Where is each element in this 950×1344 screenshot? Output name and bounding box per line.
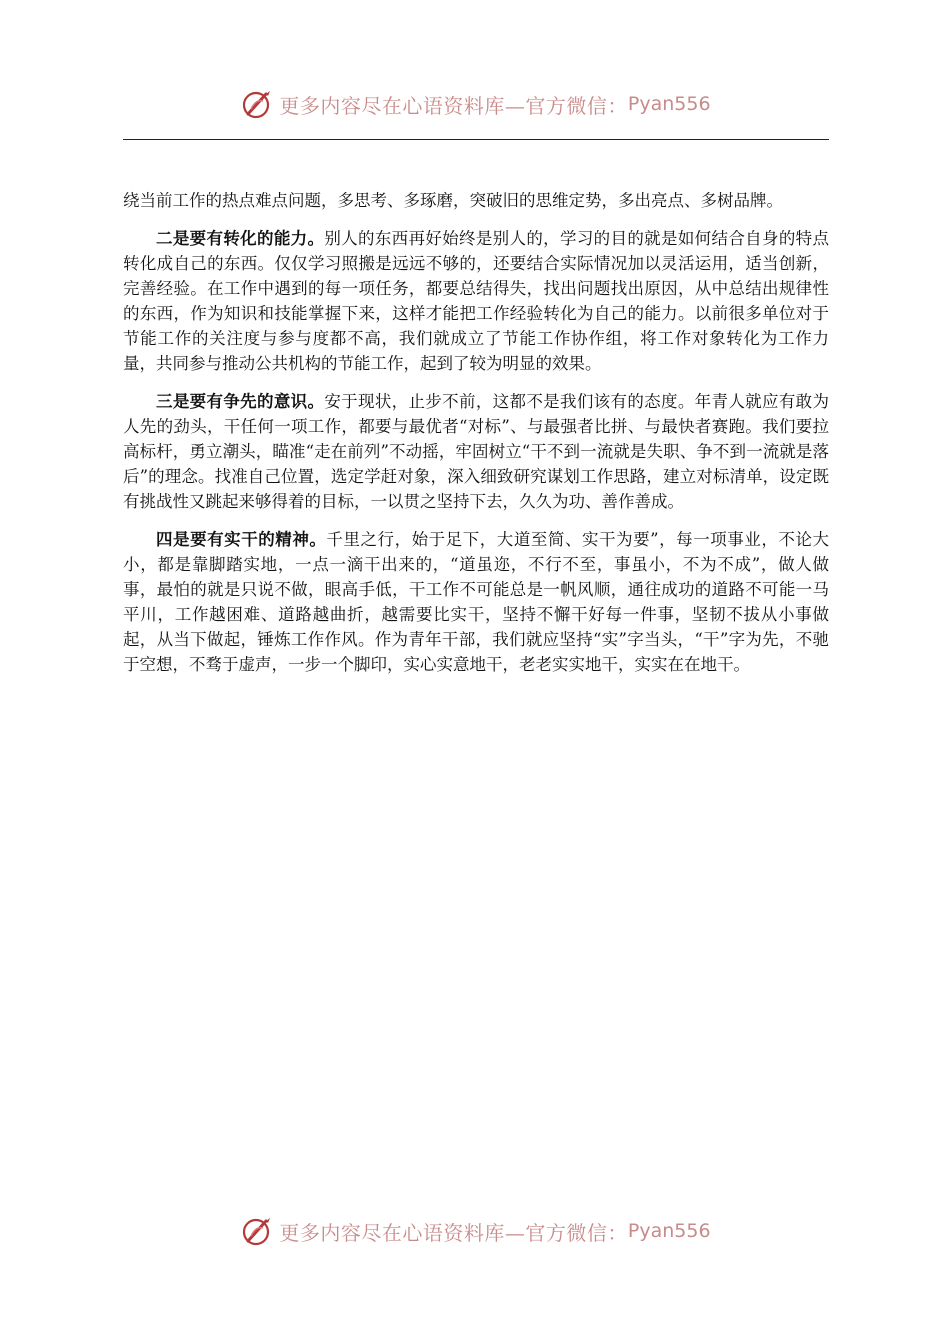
paragraph-text: 安于现状，止步不前，这都不是我们该有的态度。年青人就应有敢为人先的劲头，干任何一项工作，都要与最优者“对标”、与最强者比拼、与最快者赛跑。我们要拉高标杆，勇立潮头，瞄准“走在前列”不动摇，牢固树立“干不到一流就是失职、争不到一流就是落后”的理念。找准自己位置，选定学赶对象，深入细致研究谋划工作思路，建立对标清单，设定既有挑战性又跳起来够得着的目标，一以贯之坚持下去，久久为功、善作善成。 (123, 392, 830, 511)
paragraph-practical-spirit (123, 527, 829, 677)
header-banner (0, 84, 950, 124)
banner-wechat-id: Pyan556 (627, 93, 711, 115)
paragraph-text: 绕当前工作的热点难点问题，多思考、多琢磨，突破旧的思维定势，多出亮点、多树品牌。 (123, 191, 783, 210)
banner-text: 更多内容尽在心语资料库—官方微信： (279, 93, 628, 118)
pen-circle-logo-icon (239, 1214, 273, 1248)
paragraph-text: 千里之行，始于足下，大道至简、实干为要”，每一项事业，不论大小，都是靠脚踏实地，一点一滴干出来的，“道虽迩，不行不至，事虽小，不为不成”，做人做事，最怕的就是只说不做，眼高手低，干工作不可能总是一帆风顺，通往成功的道路不可能一马平川，工作越困难、道路越曲折，越需要比实干，坚持不懈干好每一件事，坚韧不拔从小事做起，从当下做起，锤炼工作作风。作为青年干部，我们就应坚持“实”字当头，“干”字为先，不驰于空想，不骛于虚声，一步一个脚印，实心实意地干，老老实实地干，实实在在地干。 (123, 530, 830, 674)
document-body (123, 188, 829, 690)
paragraph-heading: 四是要有实干的精神。 (156, 530, 327, 549)
pen-circle-logo-icon (239, 87, 273, 121)
paragraph-heading: 二是要有转化的能力。 (156, 229, 325, 248)
paragraph-striving-awareness (123, 389, 829, 514)
banner-text: 更多内容尽在心语资料库—官方微信： (279, 1220, 628, 1245)
paragraph-heading: 三是要有争先的意识。 (156, 392, 325, 411)
paragraph-continuation (123, 188, 829, 213)
header-divider (123, 139, 829, 140)
paragraph-conversion-ability (123, 226, 829, 376)
footer-banner (0, 1211, 950, 1251)
banner-wechat-id: Pyan556 (627, 1220, 711, 1242)
paragraph-text: 别人的东西再好始终是别人的，学习的目的就是如何结合自身的特点转化成自己的东西。仅仅学习照搬是远远不够的，还要结合实际情况加以灵活运用，适当创新，完善经验。在工作中遇到的每一项任务，都要总结得失，找出问题找出原因，从中总结出规律性的东西，作为知识和技能掌握下来，这样才能把工作经验转化为自己的能力。以前很多单位对于节能工作的关注度与参与度都不高，我们就成立了节能工作协作组，将工作对象转化为工作力量，共同参与推动公共机构的节能工作，起到了较为明显的效果。 (123, 229, 830, 373)
